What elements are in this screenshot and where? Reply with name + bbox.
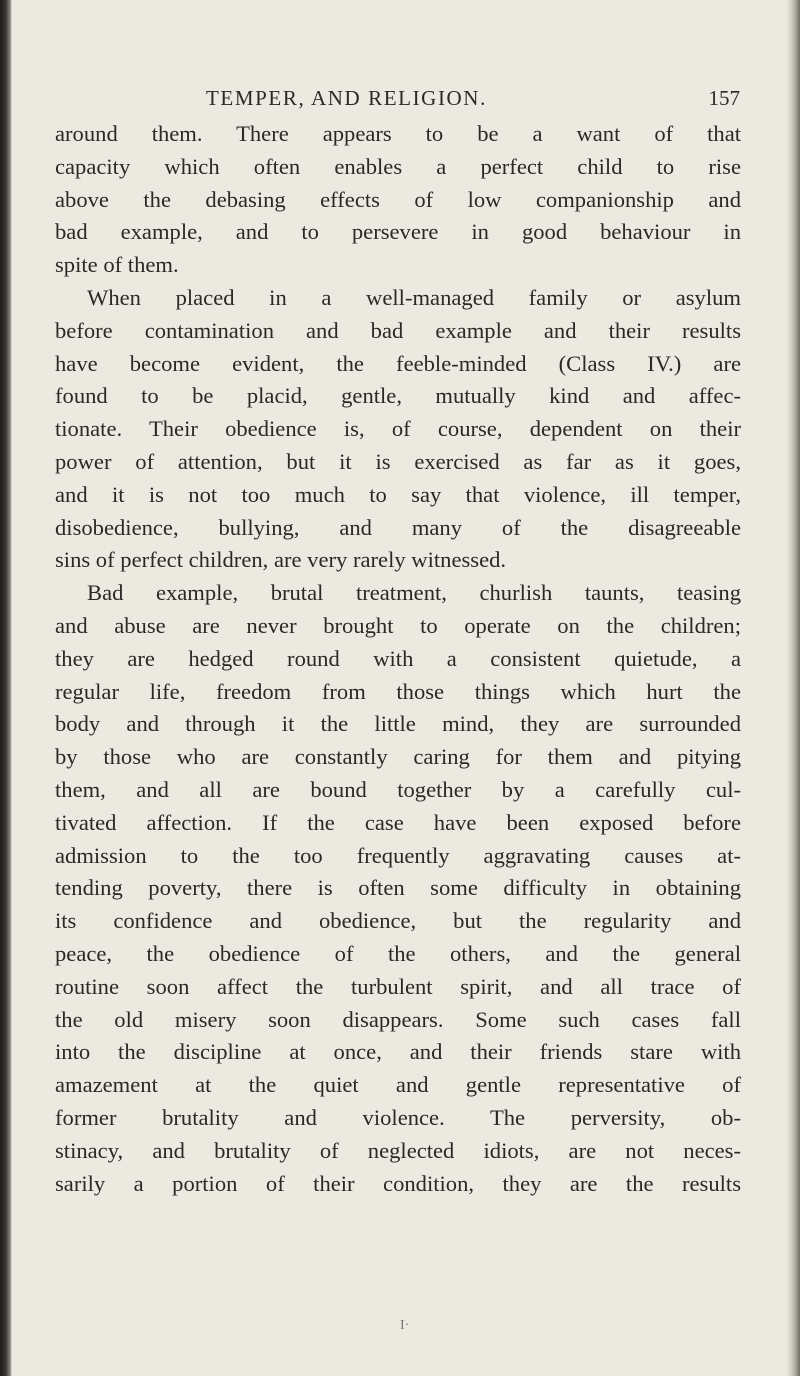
text-line: disobedience, bullying, and many of the disagreeable xyxy=(55,514,741,540)
text-line: tending poverty, there is often some difficulty in obtaining xyxy=(55,875,741,901)
text-line: stinacy, and brutality of neglected idiots, are not neces- xyxy=(55,1137,741,1163)
text-line: around them. There appears to be a want of that xyxy=(55,121,741,146)
text-line: have become evident, the feeble-minded (Class IV.) are xyxy=(55,350,741,376)
running-title: TEMPER, AND RELIGION. xyxy=(206,86,487,110)
text-line: before contamination and bad example and their results xyxy=(55,317,741,343)
text-line: body and through it the little mind, they are surrounded xyxy=(55,711,741,737)
text-line: admission to the too frequently aggravating causes at- xyxy=(55,842,741,868)
text-line: former brutality and violence. The perversity, ob- xyxy=(55,1104,741,1130)
text-line: Bad example, brutal treatment, churlish taunts, teasing xyxy=(87,580,741,606)
text-line: tionate. Their obedience is, of course, dependent on their xyxy=(55,416,741,442)
text-line: and abuse are never brought to operate on the children; xyxy=(55,612,741,638)
text-line: found to be placid, gentle, mutually kind and affec- xyxy=(55,383,741,409)
printer-mark: I· xyxy=(400,1318,410,1333)
text-line: bad example, and to persevere in good behaviour in xyxy=(55,219,741,245)
text-line: tivated affection. If the case have been exposed before xyxy=(55,809,741,835)
text-line: sarily a portion of their condition, they are the results xyxy=(55,1170,741,1196)
running-head xyxy=(56,86,740,114)
text-line: spite of them. xyxy=(55,252,179,278)
text-line: routine soon affect the turbulent spirit, and all trace of xyxy=(55,973,741,999)
text-line: above the debasing effects of low companionship and xyxy=(55,186,741,212)
text-line: regular life, freedom from those things which hurt the xyxy=(55,678,741,704)
text-line: by those who are constantly caring for them and pitying xyxy=(55,744,741,770)
text-line: the old misery soon disappears. Some such cases fall xyxy=(55,1006,741,1032)
text-line: power of attention, but it is exercised as far as it goes, xyxy=(55,448,741,474)
text-line: its confidence and obedience, but the regularity and xyxy=(55,908,741,934)
text-line: them, and all are bound together by a carefully cul- xyxy=(55,776,741,802)
text-line: into the discipline at once, and their friends stare with xyxy=(55,1039,741,1065)
text-line: and it is not too much to say that violence, ill temper, xyxy=(55,481,741,507)
body-text xyxy=(55,118,741,1200)
text-line: When placed in a well-managed family or asylum xyxy=(87,284,741,310)
text-line: peace, the obedience of the others, and the general xyxy=(55,940,741,966)
text-line: amazement at the quiet and gentle representative of xyxy=(55,1072,741,1098)
text-line: they are hedged round with a consistent quietude, a xyxy=(55,645,741,671)
text-line: sins of perfect children, are very rarely witnessed. xyxy=(55,547,507,573)
text-line: capacity which often enables a perfect child to rise xyxy=(55,153,741,179)
page-number: 157 xyxy=(708,86,740,110)
